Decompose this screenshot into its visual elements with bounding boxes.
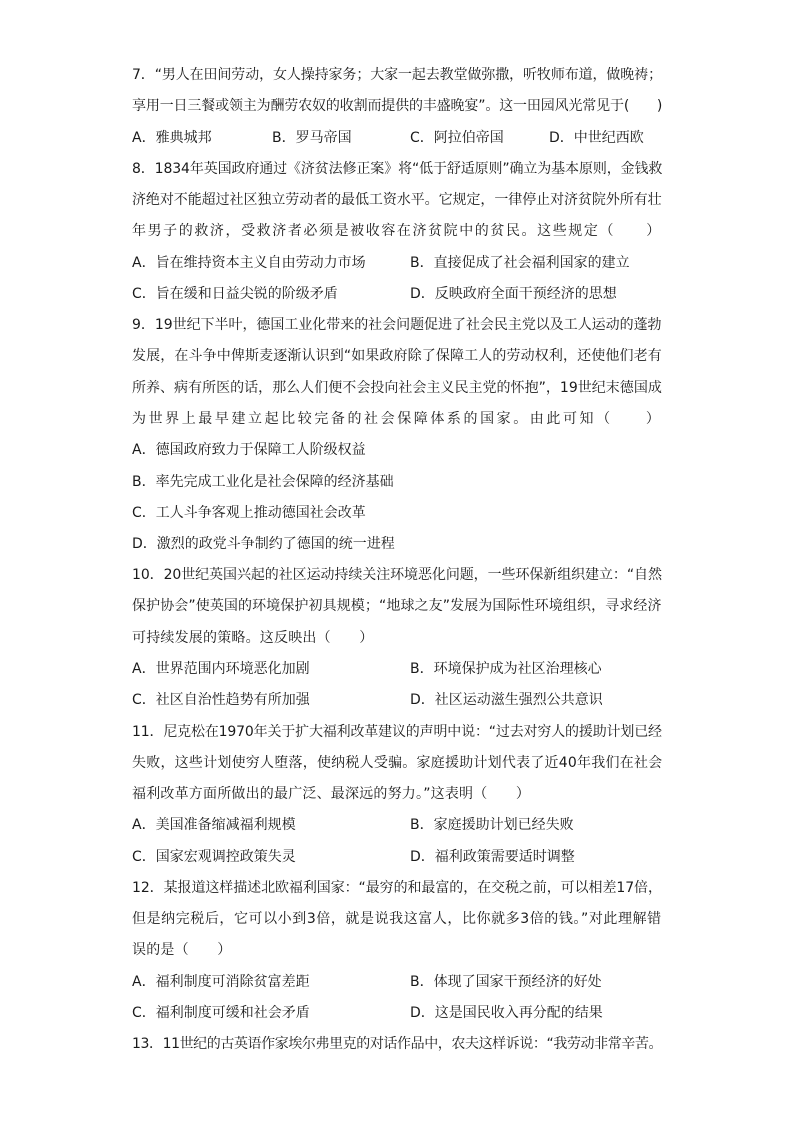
question-11-option-a: A．美国准备缩减福利规模 [132,817,296,833]
question-11-option-d: D．福利政策需要适时调整 [410,849,575,865]
question-7-option-d: D．中世纪西欧 [549,130,644,146]
question-10-option-c: C．社区自治性趋势有所加强 [132,692,310,708]
question-7-option-a: A．雅典城邦 [132,130,212,146]
question-10-option-b: B．环境保护成为社区治理核心 [410,661,602,677]
question-9-option-b: B．率先完成工业化是社会保障的经济基础 [132,474,394,490]
question-8-line-3: 年男子的救济，受救济者必须是被收容在济贫院中的贫民。这些规定（ ） [132,223,662,239]
question-10-option-a: A．世界范围内环境恶化加剧 [132,661,310,677]
question-12-option-b: B．体现了国家干预经济的好处 [410,974,602,990]
question-9-line-4: 为世界上最早建立起比较完备的社会保障体系的国家。由此可知（ ） [132,411,663,427]
question-10-option-d: D．社区运动滋生强烈公共意识 [410,692,603,708]
question-9-option-c: C．工人斗争客观上推动德国社会改革 [132,505,366,521]
question-8-line-1: 8．1834年英国政府通过《济贫法修正案》将“低于舒适原则”确立为基本原则，金钱救 [132,161,663,177]
question-11-option-c: C．国家宏观调控政策失灵 [132,849,296,865]
question-12-option-a: A．福利制度可消除贫富差距 [132,974,310,990]
question-9-option-d: D．激烈的政党斗争制约了德国的统一进程 [132,536,395,552]
question-10-line-3: 可持续发展的策略。这反映出（ ） [132,630,374,646]
question-12-option-c: C．福利制度可缓和社会矛盾 [132,1005,310,1021]
question-12-line-3: 误的是（ ） [132,942,232,958]
question-7-line-2: 享用一日三餐或领主为酬劳农奴的收割而提供的丰盛晚宴”。这一田园风光常见于( ) [132,98,663,114]
question-9-line-3: 所养、病有所医的话，那么人们便不会投向社会主义民主党的怀抱”，19世纪末德国成 [132,380,662,396]
question-11-option-b: B．家庭援助计划已经失败 [410,817,574,833]
question-7-line-1: 7．“男人在田间劳动，女人操持家务；大家一起去教堂做弥撒，听牧师布道，做晚祷； [132,67,662,83]
question-8-option-a: A．旨在维持资本主义自由劳动力市场 [132,255,366,271]
question-11-line-1: 11．尼克松在1970年关于扩大福利改革建议的声明中说：“过去对穷人的援助计划已经 [132,724,662,740]
question-11-line-2: 失败，这些计划使穷人堕落，使纳税人受骗。家庭援助计划代表了近40年我们在社会 [132,755,663,771]
question-8-line-2: 济绝对不能超过社区独立劳动者的最低工资水平。它规定，一律停止对济贫院外所有壮 [132,192,662,208]
question-8-option-b: B．直接促成了社会福利国家的建立 [410,255,630,271]
question-9-line-2: 发展，在斗争中俾斯麦逐渐认识到“如果政府除了保障工人的劳动权利，还使他们老有 [132,348,662,364]
question-7-option-b: B．罗马帝国 [272,130,352,146]
question-8-option-c: C．旨在缓和日益尖锐的阶级矛盾 [132,286,338,302]
question-7-option-c: C．阿拉伯帝国 [410,130,504,146]
question-9-option-a: A．德国政府致力于保障工人阶级权益 [132,442,366,458]
question-10-line-1: 10．20世纪英国兴起的社区运动持续关注环境恶化问题，一些环保新组织建立：“自然 [132,567,662,583]
question-12-option-d: D．这是国民收入再分配的结果 [410,1005,603,1021]
question-13-line-1: 13．11世纪的古英语作家埃尔弗里克的对话作品中，农夫这样诉说：“我劳动非常辛苦。 [132,1036,663,1052]
question-10-line-2: 保护协会”使英国的环境保护初具规模；“地球之友”发展为国际性环境组织，寻求经济 [132,598,662,614]
question-12-line-2: 但是纳完税后，它可以小到3倍，就是说我这富人，比你就多3倍的钱。”对此理解错 [132,911,662,927]
question-11-line-3: 福利改革方面所做出的最广泛、最深远的努力。”这表明（ ） [132,786,531,802]
question-8-option-d: D．反映政府全面干预经济的思想 [410,286,617,302]
question-9-line-1: 9．19世纪下半叶，德国工业化带来的社会问题促进了社会民主党以及工人运动的蓬勃 [132,317,662,333]
question-12-line-1: 12．某报道这样描述北欧福利国家：“最穷的和最富的，在交税之前，可以相差17倍， [132,880,662,896]
